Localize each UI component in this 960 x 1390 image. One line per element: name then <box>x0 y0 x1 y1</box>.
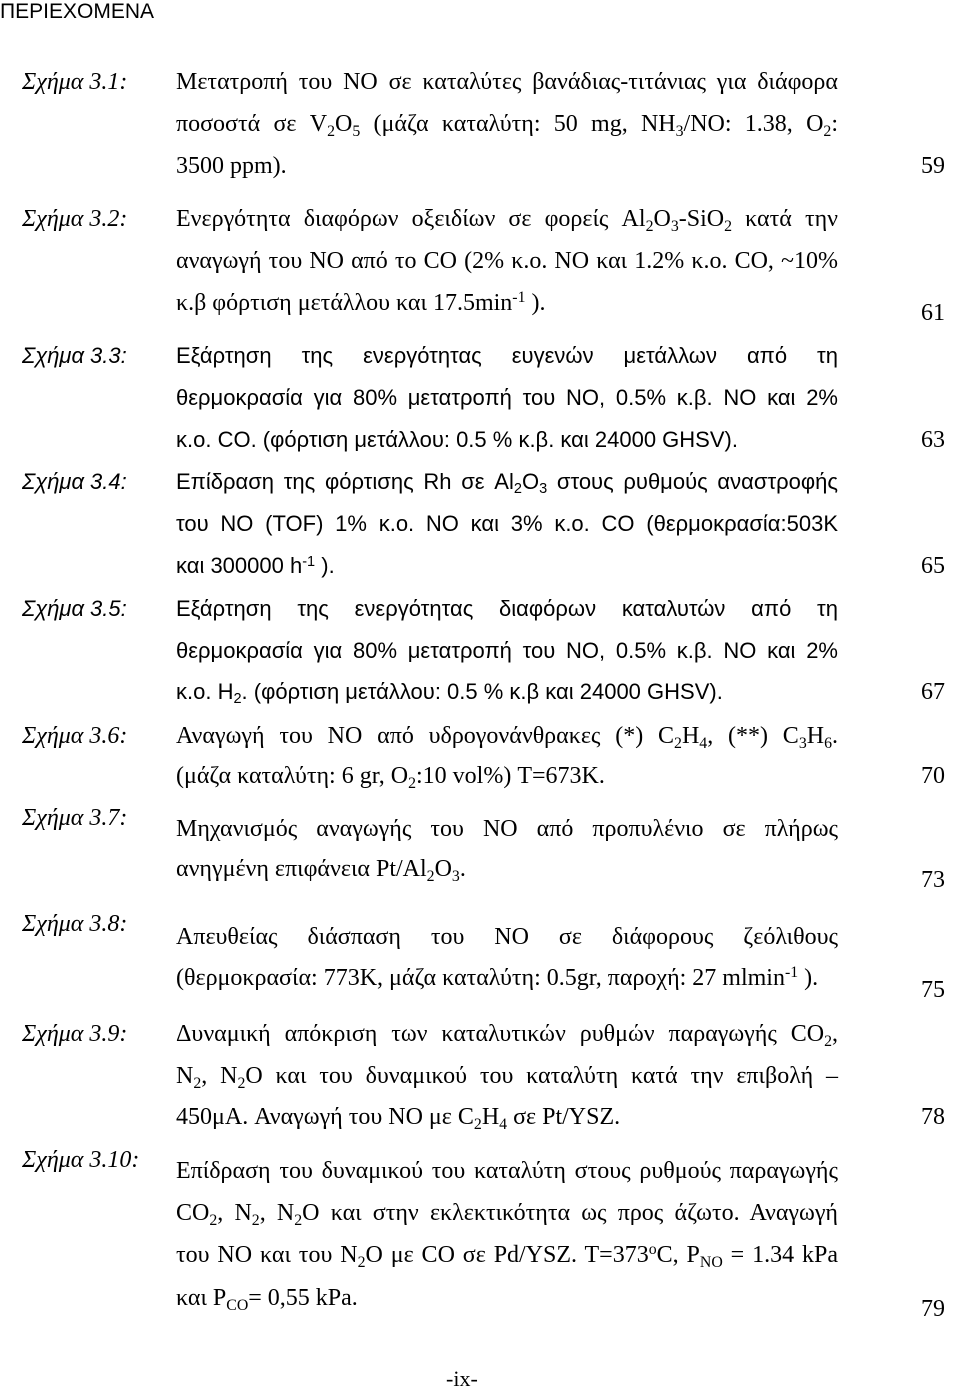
figure-label-word: Σχήμα <box>22 1147 84 1173</box>
figure-caption-line <box>176 677 838 707</box>
caption-text-run: ). <box>798 965 819 991</box>
figure-label-word: Σχήμα <box>22 596 85 621</box>
caption-text-run: O <box>653 206 671 232</box>
subscript: 2 <box>357 1253 366 1271</box>
caption-text-run: H <box>806 723 825 749</box>
figure-number: 3.6: <box>89 723 128 749</box>
subscript: CO <box>226 1296 249 1314</box>
caption-text-run: Ενεργότητα διαφόρων οξειδίων σε φορείς Al <box>176 206 646 232</box>
caption-text <box>176 965 818 991</box>
figure-label <box>22 803 127 833</box>
figure-caption-line <box>176 467 838 497</box>
superscript: -1 <box>512 289 526 307</box>
figure-caption-line <box>176 963 838 993</box>
caption-text-run: ανηγμένη επιφάνεια Pt/Al <box>176 856 427 882</box>
subscript: 3 <box>539 481 548 498</box>
caption-text-run: O και του δυναμικού του καταλύτη κατά την επιβολή – <box>245 1063 838 1089</box>
subscript: 2 <box>473 1115 482 1133</box>
caption-text <box>176 596 838 621</box>
caption-text-run: CO <box>176 1200 210 1226</box>
caption-text-run: 3500 ppm). <box>176 153 287 179</box>
superscript: -1 <box>302 553 316 570</box>
figure-number: 3.7: <box>89 805 128 831</box>
figure-number: 3.1: <box>89 69 128 95</box>
page-number: 75 <box>921 977 945 1003</box>
caption-text <box>176 816 838 842</box>
figure-caption-line <box>176 721 838 751</box>
caption-text-run: ). <box>315 553 335 578</box>
caption-text-run: O και στην εκλεκτικότητα ως προς άζωτο. Αναγωγή <box>302 1200 838 1226</box>
subscript: 2 <box>823 122 832 140</box>
caption-text <box>176 1063 838 1092</box>
caption-text-run: = 1.34 kPa <box>722 1242 839 1268</box>
figure-number: 3.9: <box>89 1021 128 1047</box>
caption-text-run: (μάζα καταλύτη: 50 mg, NH <box>360 111 676 137</box>
caption-text-run: , N <box>259 1200 295 1226</box>
subscript: 2 <box>294 1211 303 1229</box>
figure-label-word: Σχήμα <box>22 206 84 232</box>
caption-text <box>176 153 287 179</box>
figure-label <box>22 467 127 497</box>
caption-text-run: και 300000 h <box>176 553 303 578</box>
figure-caption-line <box>176 341 838 371</box>
subscript: 2 <box>513 481 522 498</box>
figure-caption-line <box>176 1198 838 1228</box>
caption-text-run: Επίδραση του δυναμικού του καταλύτη στους ρυθμούς παραγωγής <box>176 1158 838 1184</box>
caption-text-run: O <box>335 111 353 137</box>
caption-text-run: και P <box>176 1285 227 1311</box>
figure-label <box>22 67 127 97</box>
caption-text-run: στους ρυθμούς αναστροφής <box>547 469 838 494</box>
caption-text-run: θερμοκρασία για 80% μετατροπή του ΝΟ, 0.5% κ.β. ΝΟ και 2% <box>176 638 838 663</box>
caption-text-run: κ.ο. H <box>176 679 234 704</box>
subscript: 2 <box>209 1211 218 1229</box>
page-header-title: ΠΕΡΙΕΧΟΜΕΝΑ <box>0 0 155 23</box>
subscript: 2 <box>327 122 336 140</box>
figure-caption-line <box>176 761 838 791</box>
caption-text-run: του ΝΟ (TOF) 1% κ.ο. ΝΟ και 3% κ.ο. CO (θερμοκρασία:503K <box>176 511 838 536</box>
figure-caption-line <box>176 109 838 139</box>
figure-caption-line <box>176 1240 838 1270</box>
figure-caption-line <box>176 204 838 234</box>
figure-caption-line <box>176 425 838 455</box>
page-number: 78 <box>921 1104 945 1130</box>
caption-text <box>176 427 738 452</box>
page-number-footer: -ix- <box>446 1366 478 1390</box>
caption-text-run: N <box>176 1063 194 1089</box>
figure-label-word: Σχήμα <box>22 723 84 749</box>
figure-label-word: Σχήμα <box>22 805 84 831</box>
caption-text-run: H <box>681 723 700 749</box>
figure-caption-line <box>176 1061 838 1091</box>
figure-caption-line <box>176 854 838 884</box>
figure-label <box>22 204 127 234</box>
caption-text-run: ). <box>525 290 546 316</box>
figure-caption-line <box>176 509 838 539</box>
caption-text-run: H <box>481 1104 500 1130</box>
figure-label-word: Σχήμα <box>22 469 85 494</box>
caption-text-run: , N <box>217 1200 252 1226</box>
figure-label-word: Σχήμα <box>22 343 85 368</box>
caption-text-run: αναγωγή του ΝΟ από το CO (2% κ.ο. ΝΟ και 1.2% κ.ο. CO, ~10% <box>176 248 838 274</box>
caption-text-run: -SiO <box>678 206 725 232</box>
caption-text <box>176 553 335 578</box>
figure-caption-line <box>176 1019 838 1049</box>
page-number: 79 <box>921 1296 945 1322</box>
caption-text <box>176 385 838 410</box>
figure-caption-line <box>176 636 838 666</box>
caption-text-run: . <box>832 723 838 749</box>
caption-text <box>176 679 723 708</box>
caption-text <box>176 69 838 95</box>
figure-caption-line <box>176 288 838 318</box>
subscript: 3 <box>670 217 679 235</box>
caption-text-run: . <box>459 856 466 882</box>
caption-text-run: Επίδραση της φόρτισης Rh σε Al <box>176 469 514 494</box>
figure-label-word: Σχήμα <box>22 69 84 95</box>
caption-text-run: , N <box>201 1063 238 1089</box>
figure-label <box>22 341 127 371</box>
page-number: 65 <box>921 553 945 579</box>
caption-text-run: :10 vol%) T=673K. <box>416 763 605 789</box>
subscript: 2 <box>233 691 242 708</box>
page-number: 63 <box>921 427 945 453</box>
figure-caption-line <box>176 922 838 952</box>
caption-text <box>176 1285 358 1314</box>
caption-text <box>176 723 838 752</box>
caption-text <box>176 469 838 498</box>
subscript: 2 <box>193 1074 202 1092</box>
superscript: -1 <box>784 964 799 982</box>
figure-caption-line <box>176 67 838 97</box>
caption-text <box>176 1158 838 1184</box>
superscript: o <box>648 1241 657 1259</box>
caption-text <box>176 206 838 235</box>
caption-text-run: Μηχανισμός αναγωγής του ΝΟ από προπυλένιο σε πλήρως <box>176 816 838 842</box>
page-number: 73 <box>921 867 945 893</box>
caption-text <box>176 856 466 885</box>
page-number: 59 <box>921 153 945 179</box>
caption-text-run: του ΝΟ και του N <box>176 1242 358 1268</box>
caption-text <box>176 924 838 950</box>
figure-caption-line <box>176 1283 838 1313</box>
caption-text <box>176 1104 621 1133</box>
figure-caption-line <box>176 383 838 413</box>
caption-text-run: κ.ο. CO. (φόρτιση μετάλλου: 0.5 % κ.β. και 24000 GHSV). <box>176 427 738 452</box>
caption-text <box>176 763 605 792</box>
figure-caption-line <box>176 551 838 581</box>
page-number: 67 <box>921 679 945 705</box>
page-number: 70 <box>921 763 945 789</box>
caption-text-run: Μετατροπή του ΝΟ σε καταλύτες βανάδιας-τιτάνιας για διάφορα <box>176 69 838 95</box>
figure-label <box>22 594 127 624</box>
subscript: 2 <box>408 774 416 792</box>
caption-text <box>176 111 838 140</box>
subscript: 2 <box>251 1211 260 1229</box>
caption-text <box>176 290 545 316</box>
figure-number: 3.4: <box>90 469 127 494</box>
figure-caption-line <box>176 151 838 181</box>
subscript: 2 <box>237 1074 246 1092</box>
caption-text-run: Δυναμική απόκριση των καταλυτικών ρυθμών παραγωγής CO <box>176 1021 825 1047</box>
figure-number: 3.8: <box>89 911 128 937</box>
figure-label <box>22 1145 139 1175</box>
caption-text-run: = 0,55 kPa. <box>248 1285 358 1311</box>
caption-text-run: O <box>521 469 540 494</box>
subscript: 6 <box>824 734 832 752</box>
figure-caption-line <box>176 1156 838 1186</box>
caption-text-run: Αναγωγή του ΝΟ από υδρογονάνθρακες (*) C <box>176 723 675 749</box>
subscript: NO <box>699 1253 723 1271</box>
figure-number: 3.2: <box>89 206 128 232</box>
subscript: 4 <box>699 734 708 752</box>
caption-text-run: , <box>832 1021 838 1047</box>
figure-caption-line <box>176 1102 838 1132</box>
caption-text <box>176 343 838 368</box>
caption-text-run: θερμοκρασία για 80% μετατροπή του ΝΟ, 0.5% κ.β. ΝΟ και 2% <box>176 385 838 410</box>
figure-number: 3.3: <box>90 343 127 368</box>
caption-text-run: 450μA. Αναγωγή του ΝΟ με C <box>176 1104 474 1130</box>
caption-text-run: O με CO σε Pd/YSZ. T=373 <box>365 1242 649 1268</box>
caption-text-run: κ.β φόρτιση μετάλλου και 17.5min <box>176 290 513 316</box>
caption-text-run: , (**) C <box>707 723 799 749</box>
caption-text-run: (μάζα καταλύτη: 6 gr, O <box>176 763 409 789</box>
page-number: 61 <box>921 300 945 326</box>
subscript: 2 <box>824 1032 832 1050</box>
caption-text <box>176 248 838 274</box>
caption-text <box>176 1021 838 1050</box>
caption-text <box>176 1241 839 1271</box>
subscript: 2 <box>645 217 654 235</box>
caption-text-run: C, P <box>656 1242 700 1268</box>
caption-text <box>176 638 838 663</box>
caption-text-run: κατά την <box>732 206 838 232</box>
figure-number: 3.5: <box>90 596 127 621</box>
caption-text-run: Εξάρτηση της ενεργότητας ευγενών μετάλλων από τη <box>176 343 838 368</box>
caption-text-run: (θερμοκρασία: 773K, μάζα καταλύτη: 0.5gr, παροχή: 27 mlmin <box>176 965 785 991</box>
caption-text-run: σε Pt/YSZ. <box>507 1104 621 1130</box>
subscript: 3 <box>451 867 460 885</box>
figure-caption-line <box>176 814 838 844</box>
caption-text-run: Απευθείας διάσπαση του ΝΟ σε διάφορους ζεόλιθους <box>176 924 838 950</box>
subscript: 2 <box>426 867 435 885</box>
figure-label <box>22 1019 127 1049</box>
figure-caption-line <box>176 594 838 624</box>
figure-label-word: Σχήμα <box>22 1021 84 1047</box>
caption-text <box>176 511 838 536</box>
subscript: 2 <box>674 734 682 752</box>
caption-text-run: . (φόρτιση μετάλλου: 0.5 % κ.β και 24000 GHSV). <box>241 679 723 704</box>
figure-number: 3.10: <box>89 1147 140 1173</box>
subscript: 2 <box>724 217 733 235</box>
figure-caption-line <box>176 246 838 276</box>
caption-text-run: Εξάρτηση της ενεργότητας διαφόρων καταλυτών από τη <box>176 596 838 621</box>
caption-text-run: /NO: 1.38, O <box>683 111 824 137</box>
figure-label <box>22 721 127 751</box>
figure-label <box>22 909 127 939</box>
subscript: 5 <box>352 122 361 140</box>
figure-label-word: Σχήμα <box>22 911 84 937</box>
caption-text-run: : <box>831 111 838 137</box>
caption-text-run: ποσοστά σε V <box>176 111 328 137</box>
subscript: 4 <box>499 1115 508 1133</box>
subscript: 3 <box>675 122 684 140</box>
caption-text-run: O <box>434 856 452 882</box>
subscript: 3 <box>798 734 807 752</box>
caption-text <box>176 1200 838 1229</box>
